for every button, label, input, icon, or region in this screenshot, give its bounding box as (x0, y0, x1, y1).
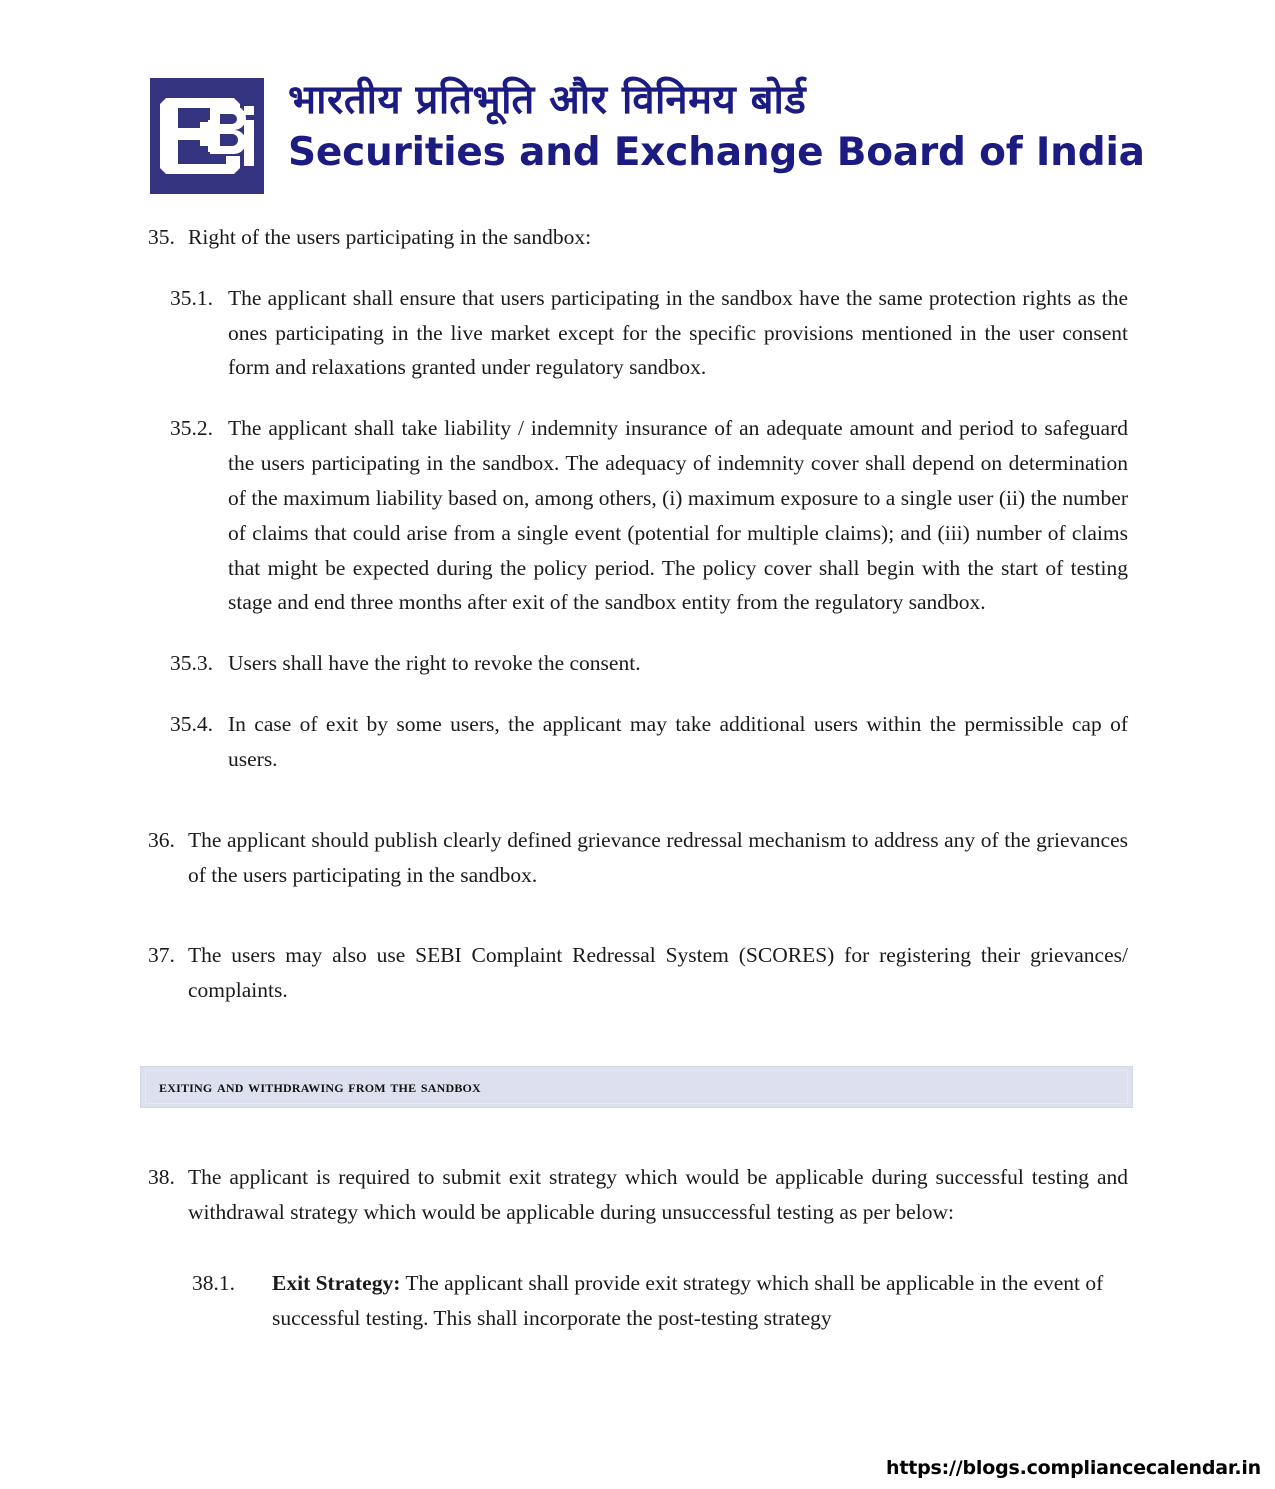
sebi-wordmark (288, 68, 1145, 176)
clause-35-1 (170, 281, 1128, 385)
clause-text: The applicant should publish clearly defined grievance redressal mechanism to address any of the grievances of the users participating in the sandbox. (188, 827, 1128, 887)
clause-35-3 (170, 646, 1128, 681)
clause-number: 35.3. (170, 651, 213, 676)
clause-35-4 (170, 707, 1128, 777)
document-body (148, 220, 1128, 1357)
sebi-logo-icon (148, 76, 266, 196)
section-heading-banner (140, 1066, 1133, 1108)
clause-text: The applicant shall ensure that users participating in the sandbox have the same protection rights as the ones participating in the live market except for the specific provisions mentioned in the user consent form and relaxations granted under regulatory sandbox. (228, 285, 1128, 380)
clause-number: 35.2. (170, 416, 213, 441)
footer-source-url: https://blogs.compliancecalendar.in (886, 1457, 1261, 1479)
clause-38 (148, 1160, 1128, 1230)
clause-text: In case of exit by some users, the applicant may take additional users within the permissible cap of users. (228, 712, 1128, 771)
clause-text: Right of the users participating in the sandbox: (188, 225, 592, 249)
clause-number: 38. (148, 1165, 175, 1190)
clause-body-text: The applicant shall provide exit strategy which shall be applicable in the event of successful testing. This shall incorporate the post-testing strategy (272, 1270, 1104, 1330)
section-heading-text: exiting and withdrawing from the sandbox (159, 1076, 481, 1097)
clause-37 (148, 938, 1128, 1008)
clause-number: 37. (148, 943, 175, 968)
clause-35 (148, 220, 1128, 255)
clause-number: 36. (148, 827, 175, 852)
clause-35-2 (170, 411, 1128, 620)
sebi-title-english: Securities and Exchange Board of India (288, 129, 1145, 175)
clause-text: The applicant shall take liability / indemnity insurance of an adequate amount and period to safeguard the users participating in the sandbox. The adequacy of indemnity cover shall depend on determination of the maximum liability based on, among others, (i) maximum exposure to a single user (ii) the number of claims that could arise from a single event (potential for multiple claims); and (iii) number of claims that might be expected during the policy period. The policy cover shall begin with the start of testing stage and end three months after exit of the sandbox entity from the regulatory sandbox. (228, 416, 1128, 615)
clause-lead-label: Exit Strategy: (272, 1270, 401, 1295)
clause-38-1 (192, 1266, 1128, 1336)
clause-text: Users shall have the right to revoke the consent. (228, 651, 641, 676)
clause-36 (148, 823, 1128, 893)
clause-text (272, 1266, 1128, 1336)
clause-number: 35.4. (170, 712, 213, 737)
clause-number: 35. (148, 225, 175, 249)
clause-text: The applicant is required to submit exit strategy which would be applicable during successful testing and withdrawal strategy which would be applicable during unsuccessful testing as per below: (188, 1165, 1128, 1224)
clause-text: The users may also use SEBI Complaint Redressal System (SCORES) for registering their grievances/ complaints. (188, 943, 1128, 1003)
sebi-title-hindi: भारतीय प्रतिभूति और विनिमय बोर्ड (288, 77, 807, 123)
spacer (148, 1108, 1128, 1160)
clause-number: 38.1. (192, 1270, 235, 1295)
clause-number: 35.1. (170, 285, 213, 310)
sebi-letterhead (148, 68, 1145, 208)
